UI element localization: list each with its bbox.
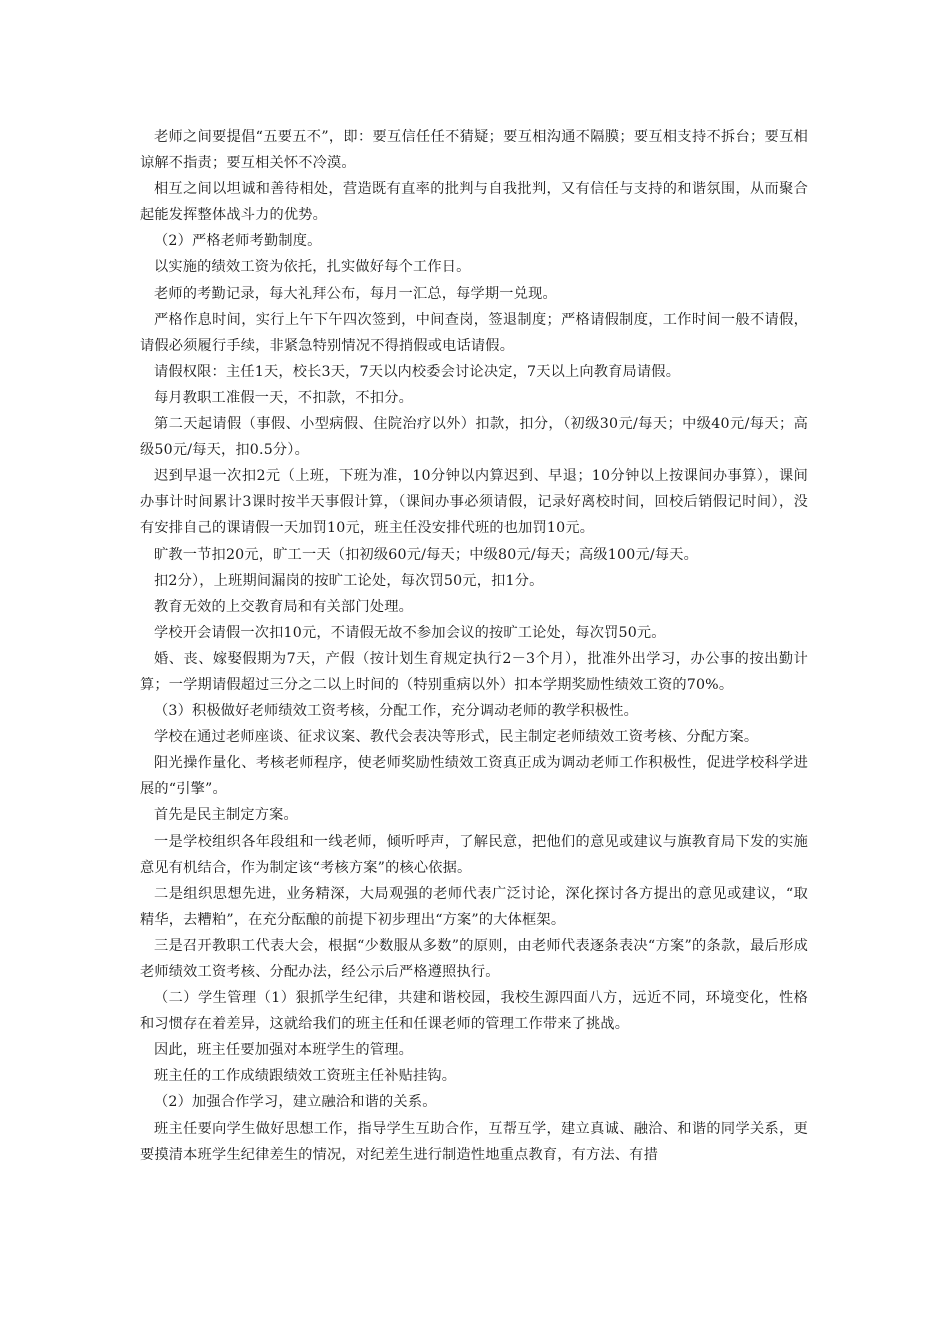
paragraph: 三是召开教职工代表大会，根据“少数服从多数”的原则，由老师代表逐条表决“方案”的条款，最后形成老师绩效工资考核、分配办法，经公示后严格遵照执行。 <box>140 937 808 980</box>
paragraph: 第二天起请假（事假、小型病假、住院治疗以外）扣款，扣分，（初级30元/每天；中级40元/每天；高级50元/每天，扣0.5分）。 <box>140 416 808 459</box>
paragraph: 班主任要向学生做好思想工作，指导学生互助合作，互帮互学，建立真诚、融洽、和谐的同学关系，更要摸清本班学生纪律差生的情况，对纪差生进行制造性地重点教育，有方法、有措 <box>140 1120 808 1163</box>
paragraph: 一是学校组织各年段组和一线老师，倾听呼声，了解民意，把他们的意见或建议与旗教育局下发的实施意见有机结合，作为制定该“考核方案”的核心依据。 <box>140 833 808 876</box>
paragraph: 二是组织思想先进，业务精深，大局观强的老师代表广泛讨论，深化探讨各方提出的意见或建议，“取精华，去糟粕”，在充分酝酿的前提下初步理出“方案”的大体框架。 <box>140 885 808 928</box>
paragraph: 首先是民主制定方案。 <box>154 807 298 824</box>
paragraph: 每月教职工准假一天，不扣款，不扣分。 <box>154 389 413 406</box>
section-heading: （2）加强合作学习，建立融洽和谐的关系。 <box>154 1094 437 1111</box>
paragraph: 严格作息时间，实行上午下午四次签到，中间查岗，签退制度；严格请假制度，工作时间一般不请假，请假必须履行手续，非紧急特别情况不得捎假或电话请假。 <box>140 311 808 354</box>
paragraph: 请假权限：主任1天，校长3天，7天以内校委会讨论决定，7天以上向教育局请假。 <box>154 363 681 380</box>
paragraph: 迟到早退一次扣2元（上班，下班为准，10分钟以内算迟到、早退；10分钟以上按课间办事算），课间办事计时间累计3课时按半天事假计算，（课间办事必须请假，记录好离校时间，回校后销假记时间），没有安排自己的课请假一天加罚10元，班主任没安排代班的也加罚10元。 <box>140 468 808 537</box>
paragraph: 扣2分），上班期间漏岗的按旷工论处，每次罚50元，扣1分。 <box>154 572 544 589</box>
section-heading: （2）严格老师考勤制度。 <box>154 233 322 250</box>
paragraph: 学校在通过老师座谈、征求议案、教代会表决等形式，民主制定老师绩效工资考核、分配方案。 <box>154 729 759 746</box>
section-heading: （二）学生管理（1）狠抓学生纪律，共建和谐校园，我校生源四面八方，远近不同，环境变化，性格和习惯存在着差异，这就给我们的班主任和任课老师的管理工作带来了挑战。 <box>140 990 808 1033</box>
paragraph: 学校开会请假一次扣10元，不请假无故不参加会议的按旷工论处，每次罚50元。 <box>154 624 666 641</box>
paragraph: 以实施的绩效工资为依托，扎实做好每个工作日。 <box>154 259 471 276</box>
document-body <box>140 124 808 1168</box>
paragraph: 旷教一节扣20元，旷工一天（扣初级60元/每天；中级80元/每天；高级100元/每天。 <box>154 546 698 563</box>
paragraph: 相互之间以坦诚和善待相处，营造既有直率的批判与自我批判，又有信任与支持的和谐氛围，从而聚合起能发挥整体战斗力的优势。 <box>140 181 808 224</box>
paragraph: 婚、丧、嫁娶假期为7天，产假（按计划生育规定执行2－3个月），批准外出学习，办公事的按出勤计算；一学期请假超过三分之二以上时间的（特别重病以外）扣本学期奖励性绩效工资的70%。 <box>140 650 808 693</box>
paragraph: 老师的考勤记录，每大礼拜公布，每月一汇总，每学期一兑现。 <box>154 285 557 302</box>
paragraph: 老师之间要提倡“五要五不”，即：要互信任任不猜疑；要互相沟通不隔膜；要互相支持不拆台；要互相谅解不指责；要互相关怀不冷漠。 <box>140 129 808 172</box>
paragraph: 教育无效的上交教育局和有关部门处理。 <box>154 598 413 615</box>
paragraph: 因此，班主任要加强对本班学生的管理。 <box>154 1042 413 1059</box>
section-heading: （3）积极做好老师绩效工资考核，分配工作，充分调动老师的教学积极性。 <box>154 703 639 720</box>
paragraph: 班主任的工作成绩跟绩效工资班主任补贴挂钩。 <box>154 1068 457 1085</box>
paragraph: 阳光操作量化、考核老师程序，使老师奖励性绩效工资真正成为调动老师工作积极性，促进学校科学进展的“引擎”。 <box>140 755 808 798</box>
